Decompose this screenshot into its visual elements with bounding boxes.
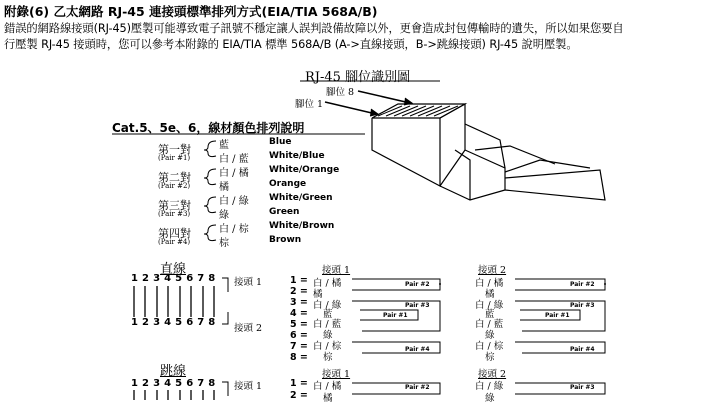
left-row3-color: 白 / 綠	[313, 300, 342, 311]
straight-wires	[134, 286, 214, 317]
pair1-name: 第一對	[158, 143, 191, 156]
left-row7-color: 白 / 棕	[313, 341, 342, 352]
crossover-connector1: 接頭 1	[234, 381, 263, 392]
pair1-row2-en: White/Blue	[269, 151, 325, 161]
right-pair4-label: Pair #4	[570, 346, 595, 353]
right-row6-color: 綠	[485, 330, 495, 341]
straight-title: 直線	[160, 262, 187, 277]
pin-table-left-title: 接頭 1	[322, 265, 351, 276]
bottom-right-title: 接頭 2	[478, 369, 507, 380]
right-pair3-label: Pair #3	[570, 302, 595, 309]
pair2-row1-en: White/Orange	[269, 165, 340, 175]
color-table-title: Cat.5、5e、6，線材顏色排列說明	[112, 121, 305, 135]
left-row2-color: 橘	[313, 289, 323, 300]
pair-braces	[204, 141, 216, 241]
bottom-left-row2-num: 2 =	[290, 390, 308, 401]
left-row8-num: 8 =	[290, 352, 308, 363]
crossover-pins-top: 1 2 3 4 5 6 7 8	[131, 378, 216, 389]
diagram-title: RJ-45 腳位識別圖	[305, 70, 411, 85]
left-pair2-label: Pair #2	[405, 281, 430, 288]
intro-line-2: 行壓製 RJ-45 接頭時，您可以參考本附錄的 EIA/TIA 標準 568A/B (A->直線接頭，B->跳線接頭) RJ-45 說明壓製。	[4, 38, 578, 51]
page-title: 附錄(6) 乙太網路 RJ-45 連接頭標準排列方式(EIA/TIA 568A/B)	[4, 4, 378, 19]
left-row2-num: 2 =	[290, 286, 308, 297]
left-row5-num: 5 =	[290, 319, 308, 330]
left-row8-color: 棕	[323, 352, 333, 363]
crossover-bracket-top	[222, 382, 228, 396]
left-row6-color: 綠	[323, 330, 333, 341]
pair2-row2-zh: 橘	[219, 182, 229, 193]
pair3-row1-en: White/Green	[269, 193, 333, 203]
pair4-row1-zh: 白 / 棕	[219, 224, 249, 235]
pair2-row1-zh: 白 / 橘	[219, 168, 249, 179]
bottom-left-row1-color: 白 / 橘	[313, 381, 342, 392]
left-row4-color: 藍	[323, 309, 333, 320]
bottom-right-bracket	[515, 383, 605, 394]
right-row7-color: 白 / 棕	[475, 341, 504, 352]
pair1-sub: (Pair #1)	[158, 154, 191, 162]
pair2-row2-en: Orange	[269, 179, 307, 189]
straight-connector1: 接頭 1	[234, 277, 263, 288]
pin8-label: 腳位 8	[326, 87, 355, 98]
pair4-row1-en: White/Brown	[269, 221, 335, 231]
left-row5-color: 白 / 藍	[313, 319, 342, 330]
bottom-left-row1-num: 1 =	[290, 378, 308, 389]
pair2-name: 第二對	[158, 171, 191, 184]
rj45-plug-drawing	[372, 104, 605, 200]
bottom-left-pair-label: Pair #2	[405, 384, 430, 391]
pair3-row1-zh: 白 / 綠	[219, 196, 249, 207]
pair3-row2-en: Green	[269, 207, 300, 217]
pin-table-right-title: 接頭 2	[478, 265, 507, 276]
left-pair4-label: Pair #4	[405, 346, 430, 353]
pair3-row2-zh: 綠	[219, 210, 229, 221]
left-row7-num: 7 =	[290, 341, 308, 352]
bottom-left-row2-color: 橘	[323, 393, 333, 404]
pair1-row2-zh: 白 / 藍	[219, 154, 249, 165]
left-pair-brackets	[352, 279, 440, 353]
straight-pins-bottom: 1 2 3 4 5 6 7 8	[131, 317, 216, 328]
right-pair2-label: Pair #2	[570, 281, 595, 288]
straight-bracket-top	[222, 278, 228, 292]
crossover-wires	[134, 390, 214, 400]
pair3-sub: (Pair #3)	[158, 210, 191, 218]
straight-connector2: 接頭 2	[234, 323, 263, 334]
pair3-name: 第三對	[158, 199, 191, 212]
pair2-sub: (Pair #2)	[158, 182, 191, 190]
bottom-right-row2-color: 綠	[485, 393, 495, 404]
left-row1-color: 白 / 橘	[313, 278, 342, 289]
intro-line-1: 錯誤的網路線接頭(RJ-45)壓製可能導致電子訊號不穩定讓人誤判設備故障以外，更會造成封包傳輸時的遺失，所以如果您要自	[4, 22, 624, 35]
pair4-row2-en: Brown	[269, 235, 302, 245]
left-row6-num: 6 =	[290, 330, 308, 341]
bottom-right-pair-label: Pair #3	[570, 384, 595, 391]
bottom-left-title: 接頭 1	[322, 369, 351, 380]
left-pair1-label: Pair #1	[383, 312, 408, 319]
left-row1-num: 1 =	[290, 275, 308, 286]
crossover-title: 跳線	[160, 364, 187, 379]
right-row2-color: 橘	[485, 289, 495, 300]
right-row1-color: 白 / 橘	[475, 278, 504, 289]
pair4-sub: (Pair #4)	[158, 238, 191, 246]
right-row4-color: 藍	[485, 309, 495, 320]
left-pair3-label: Pair #3	[405, 302, 430, 309]
straight-bracket-bottom	[222, 312, 228, 324]
straight-pins-top: 1 2 3 4 5 6 7 8	[131, 273, 216, 284]
right-row8-color: 棕	[485, 352, 495, 363]
right-row3-color: 白 / 綠	[475, 300, 504, 311]
bottom-left-bracket	[352, 383, 440, 394]
pair4-row2-zh: 棕	[219, 238, 229, 249]
right-pair-brackets	[515, 279, 605, 353]
pair1-row1-en: Blue	[269, 137, 292, 147]
pair4-name: 第四對	[158, 227, 191, 240]
right-pair1-label: Pair #1	[545, 312, 570, 319]
right-row5-color: 白 / 藍	[475, 319, 504, 330]
left-row4-num: 4 =	[290, 308, 308, 319]
left-row3-num: 3 =	[290, 297, 308, 308]
pair1-row1-zh: 藍	[219, 140, 229, 151]
pin1-label: 腳位 1	[295, 99, 324, 110]
bottom-right-row1-color: 白 / 綠	[475, 381, 504, 392]
